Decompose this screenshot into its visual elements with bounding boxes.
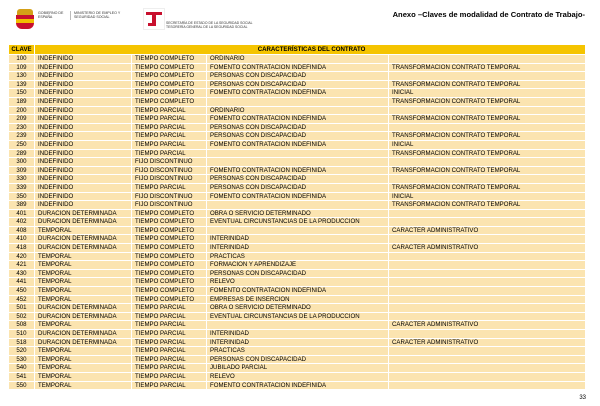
cell-schedule: TIEMPO COMPLETO [132,72,207,81]
cell-note: TRANSFORMACIÓN CONTRATO TEMPORAL [389,201,586,210]
cell-type: DURACIÓN DETERMINADA [35,209,132,218]
cell-characteristic: INTERINIDAD [207,330,389,339]
tgss-icon [143,8,165,30]
cell-schedule: TIEMPO COMPLETO [132,278,207,287]
cell-schedule: TIEMPO PARCIAL [132,149,207,158]
cell-type: TEMPORAL [35,321,132,330]
cell-note [389,55,586,64]
cell-code: 309 [9,166,35,175]
cell-characteristic: FOMENTO CONTRATACIÓN INDEFINIDA [207,166,389,175]
cell-code: 502 [9,312,35,321]
cell-note: INICIAL [389,192,586,201]
cell-note: INICIAL [389,140,586,149]
cell-schedule: TIEMPO COMPLETO [132,97,207,106]
cell-type: TEMPORAL [35,278,132,287]
table-row [9,338,586,347]
cell-note [389,364,586,373]
table-row [9,295,586,304]
cell-characteristic: PERSONAS CON DISCAPACIDAD [207,183,389,192]
contract-keys-table [8,44,586,390]
cell-note [389,209,586,218]
cell-note [389,218,586,227]
cell-characteristic: PRÁCTICAS [207,252,389,261]
cell-code: 200 [9,106,35,115]
cell-note [389,295,586,304]
cell-characteristic: EVENTUAL CIRCUNSTANCIAS DE LA PRODUCCIÓN [207,218,389,227]
cell-code: 420 [9,252,35,261]
table-row [9,80,586,89]
cell-type: DURACIÓN DETERMINADA [35,312,132,321]
table-row [9,381,586,390]
cell-code: 330 [9,175,35,184]
cell-characteristic: INTERINIDAD [207,338,389,347]
cell-schedule: TIEMPO PARCIAL [132,140,207,149]
table-header-row [9,45,586,55]
cell-schedule: TIEMPO PARCIAL [132,330,207,339]
cell-note: TRANSFORMACIÓN CONTRATO TEMPORAL [389,149,586,158]
cell-note [389,252,586,261]
table-row [9,123,586,132]
cell-schedule: TIEMPO PARCIAL [132,304,207,313]
cell-characteristic: RELEVO [207,372,389,381]
cell-type: INDEFINIDO [35,132,132,141]
cell-code: 300 [9,158,35,167]
cell-schedule: TIEMPO PARCIAL [132,372,207,381]
cell-schedule: TIEMPO PARCIAL [132,183,207,192]
government-logo [14,8,132,34]
cell-code: 100 [9,55,35,64]
table-row [9,355,586,364]
cell-schedule: TIEMPO COMPLETO [132,218,207,227]
cell-characteristic [207,149,389,158]
cell-note: CARÁCTER ADMINISTRATIVO [389,321,586,330]
cell-type: INDEFINIDO [35,192,132,201]
table-row [9,312,586,321]
cell-note [389,106,586,115]
cell-note: TRANSFORMACIÓN CONTRATO TEMPORAL [389,132,586,141]
cell-characteristic: FOMENTO CONTRATACIÓN INDEFINIDA [207,287,389,296]
cell-characteristic: FOMENTO CONTRATACIÓN INDEFINIDA [207,140,389,149]
table-row [9,304,586,313]
cell-type: TEMPORAL [35,372,132,381]
table-row [9,278,586,287]
cell-code: 189 [9,97,35,106]
cell-note: TRANSFORMACIÓN CONTRATO TEMPORAL [389,183,586,192]
cell-code: 402 [9,218,35,227]
table-row [9,226,586,235]
table-row [9,115,586,124]
cell-code: 139 [9,80,35,89]
cell-characteristic: OBRA O SERVICIO DETERMINADO [207,304,389,313]
cell-note: TRANSFORMACIÓN CONTRATO TEMPORAL [389,63,586,72]
cell-characteristic [207,158,389,167]
cell-type: INDEFINIDO [35,106,132,115]
cell-type: INDEFINIDO [35,158,132,167]
cell-schedule: TIEMPO COMPLETO [132,89,207,98]
cell-note [389,355,586,364]
cell-code: 410 [9,235,35,244]
cell-type: TEMPORAL [35,269,132,278]
cell-schedule: FIJO DISCONTINUO [132,201,207,210]
cell-type: DURACIÓN DETERMINADA [35,304,132,313]
cell-type: DURACIÓN DETERMINADA [35,235,132,244]
cell-note [389,72,586,81]
cell-note [389,287,586,296]
cell-schedule: TIEMPO PARCIAL [132,338,207,347]
cell-characteristic: ORDINARIO [207,55,389,64]
table-row [9,97,586,106]
table-row [9,235,586,244]
cell-code: 239 [9,132,35,141]
cell-schedule: FIJO DISCONTINUO [132,192,207,201]
cell-schedule: TIEMPO COMPLETO [132,287,207,296]
table-row [9,63,586,72]
cell-characteristic: ORDINARIO [207,106,389,115]
cell-note [389,312,586,321]
cell-schedule: TIEMPO COMPLETO [132,235,207,244]
cell-type: DURACIÓN DETERMINADA [35,338,132,347]
cell-type: TEMPORAL [35,381,132,390]
table-row [9,321,586,330]
cell-code: 518 [9,338,35,347]
cell-characteristic: INTERINIDAD [207,235,389,244]
cell-schedule: TIEMPO COMPLETO [132,269,207,278]
cell-characteristic: PERSONAS CON DISCAPACIDAD [207,269,389,278]
table-row [9,89,586,98]
table-row [9,166,586,175]
seal-subtext: TESORERÍA GENERAL DE LA SEGURIDAD SOCIAL [166,25,248,30]
cell-code: 209 [9,115,35,124]
cell-schedule: FIJO DISCONTINUO [132,166,207,175]
header-caracteristicas: CARACTERÍSTICAS DEL CONTRATO [35,45,586,55]
table-row [9,55,586,64]
cell-type: INDEFINIDO [35,115,132,124]
table-row [9,287,586,296]
cell-type: INDEFINIDO [35,183,132,192]
cell-note: TRANSFORMACIÓN CONTRATO TEMPORAL [389,166,586,175]
cell-note: CARÁCTER ADMINISTRATIVO [389,244,586,253]
cell-note [389,123,586,132]
cell-characteristic: FOMENTO CONTRATACIÓN INDEFINIDA [207,89,389,98]
cell-note: TRANSFORMACIÓN CONTRATO TEMPORAL [389,115,586,124]
cell-type: INDEFINIDO [35,140,132,149]
cell-code: 510 [9,330,35,339]
cell-type: INDEFINIDO [35,63,132,72]
cell-characteristic: PERSONAS CON DISCAPACIDAD [207,175,389,184]
cell-type: TEMPORAL [35,295,132,304]
cell-code: 150 [9,89,35,98]
cell-code: 501 [9,304,35,313]
cell-characteristic: INTERINIDAD [207,244,389,253]
cell-code: 389 [9,201,35,210]
cell-schedule: TIEMPO COMPLETO [132,226,207,235]
cell-characteristic: PERSONAS CON DISCAPACIDAD [207,123,389,132]
cell-schedule: FIJO DISCONTINUO [132,158,207,167]
table-row [9,372,586,381]
cell-code: 339 [9,183,35,192]
table-row [9,347,586,356]
cell-note: CARÁCTER ADMINISTRATIVO [389,226,586,235]
cell-type: INDEFINIDO [35,97,132,106]
cell-type: INDEFINIDO [35,80,132,89]
table-row [9,106,586,115]
cell-characteristic: FORMACIÓN Y APRENDIZAJE [207,261,389,270]
cell-type: DURACIÓN DETERMINADA [35,244,132,253]
cell-schedule: TIEMPO COMPLETO [132,55,207,64]
cell-code: 401 [9,209,35,218]
header-clave: CLAVE [9,45,35,55]
cell-note: TRANSFORMACIÓN CONTRATO TEMPORAL [389,80,586,89]
cell-note [389,269,586,278]
cell-type: INDEFINIDO [35,72,132,81]
table-row [9,209,586,218]
cell-schedule: FIJO DISCONTINUO [132,175,207,184]
cell-code: 289 [9,149,35,158]
cell-type: TEMPORAL [35,347,132,356]
cell-schedule: TIEMPO COMPLETO [132,209,207,218]
cell-note [389,347,586,356]
table-row [9,192,586,201]
cell-code: 520 [9,347,35,356]
cell-schedule: TIEMPO COMPLETO [132,261,207,270]
cell-schedule: TIEMPO PARCIAL [132,364,207,373]
table-row [9,201,586,210]
cell-note: TRANSFORMACIÓN CONTRATO TEMPORAL [389,97,586,106]
cell-note [389,261,586,270]
cell-characteristic: FOMENTO CONTRATACIÓN INDEFINIDA [207,63,389,72]
cell-code: 421 [9,261,35,270]
cell-type: TEMPORAL [35,261,132,270]
social-security-logo [143,8,263,34]
cell-type: TEMPORAL [35,287,132,296]
cell-characteristic: FOMENTO CONTRATACIÓN INDEFINIDA [207,115,389,124]
table-row [9,218,586,227]
cell-code: 350 [9,192,35,201]
cell-characteristic: RELEVO [207,278,389,287]
cell-schedule: TIEMPO COMPLETO [132,80,207,89]
cell-characteristic: FOMENTO CONTRATACIÓN INDEFINIDA [207,192,389,201]
cell-type: INDEFINIDO [35,55,132,64]
cell-schedule: TIEMPO PARCIAL [132,123,207,132]
cell-schedule: TIEMPO PARCIAL [132,312,207,321]
cell-characteristic [207,97,389,106]
cell-schedule: TIEMPO PARCIAL [132,106,207,115]
cell-schedule: TIEMPO PARCIAL [132,355,207,364]
cell-code: 541 [9,372,35,381]
cell-characteristic: EVENTUAL CIRCUNSTANCIAS DE LA PRODUCCIÓN [207,312,389,321]
cell-characteristic: OBRA O SERVICIO DETERMINADO [207,209,389,218]
cell-characteristic: EMPRESAS DE INSERCIÓN [207,295,389,304]
cell-schedule: TIEMPO PARCIAL [132,132,207,141]
cell-code: 418 [9,244,35,253]
table-row [9,252,586,261]
cell-note [389,175,586,184]
cell-characteristic: PERSONAS CON DISCAPACIDAD [207,72,389,81]
cell-type: TEMPORAL [35,355,132,364]
cell-note [389,235,586,244]
cell-code: 230 [9,123,35,132]
cell-characteristic: PERSONAS CON DISCAPACIDAD [207,80,389,89]
cell-code: 450 [9,287,35,296]
cell-note [389,372,586,381]
cell-code: 550 [9,381,35,390]
cell-code: 130 [9,72,35,81]
cell-characteristic: PERSONAS CON DISCAPACIDAD [207,132,389,141]
ministry-label: MINISTERIO DE EMPLEO Y SEGURIDAD SOCIAL [70,11,132,20]
cell-note [389,158,586,167]
cell-type: DURACIÓN DETERMINADA [35,218,132,227]
cell-characteristic [207,201,389,210]
table-row [9,269,586,278]
cell-note [389,381,586,390]
cell-code: 250 [9,140,35,149]
table-row [9,244,586,253]
cell-code: 430 [9,269,35,278]
cell-code: 408 [9,226,35,235]
cell-schedule: TIEMPO PARCIAL [132,347,207,356]
cell-characteristic [207,321,389,330]
cell-type: TEMPORAL [35,252,132,261]
table-row [9,132,586,141]
seal-text: SECRETARÍA DE ESTADO DE LA SEGURIDAD SOCIAL [166,21,253,25]
table-row [9,330,586,339]
cell-schedule: TIEMPO PARCIAL [132,115,207,124]
cell-type: INDEFINIDO [35,201,132,210]
cell-type: INDEFINIDO [35,175,132,184]
cell-note [389,330,586,339]
cell-code: 530 [9,355,35,364]
cell-note: INICIAL [389,89,586,98]
cell-schedule: TIEMPO COMPLETO [132,295,207,304]
table-row [9,158,586,167]
cell-type: TEMPORAL [35,364,132,373]
cell-characteristic: PRÁCTICAS [207,347,389,356]
cell-type: INDEFINIDO [35,123,132,132]
government-label: GOBIERNO DE ESPAÑA [38,11,64,20]
cell-code: 508 [9,321,35,330]
cell-characteristic: FOMENTO CONTRATACIÓN INDEFINIDA [207,381,389,390]
cell-characteristic: JUBILADO PARCIAL [207,364,389,373]
page-title: Anexo –Claves de modalidad de Contrato de Trabajo- [392,10,585,19]
table-row [9,175,586,184]
cell-code: 452 [9,295,35,304]
cell-type: INDEFINIDO [35,89,132,98]
table-row [9,72,586,81]
cell-code: 109 [9,63,35,72]
coat-of-arms-icon [14,9,36,33]
cell-schedule: TIEMPO PARCIAL [132,321,207,330]
cell-note: CARÁCTER ADMINISTRATIVO [389,338,586,347]
cell-type: TEMPORAL [35,226,132,235]
cell-type: DURACIÓN DETERMINADA [35,330,132,339]
cell-note [389,304,586,313]
table-row [9,261,586,270]
cell-schedule: TIEMPO COMPLETO [132,244,207,253]
cell-type: INDEFINIDO [35,166,132,175]
cell-schedule: TIEMPO COMPLETO [132,252,207,261]
cell-type: INDEFINIDO [35,149,132,158]
table-row [9,140,586,149]
cell-schedule: TIEMPO COMPLETO [132,63,207,72]
table-row [9,149,586,158]
cell-characteristic: PERSONAS CON DISCAPACIDAD [207,355,389,364]
cell-note [389,278,586,287]
cell-code: 441 [9,278,35,287]
page-header [14,6,589,36]
table-row [9,364,586,373]
seal-label [166,21,262,29]
cell-code: 540 [9,364,35,373]
cell-schedule: TIEMPO PARCIAL [132,381,207,390]
table-row [9,183,586,192]
cell-characteristic [207,226,389,235]
page-number: 33 [579,395,586,401]
